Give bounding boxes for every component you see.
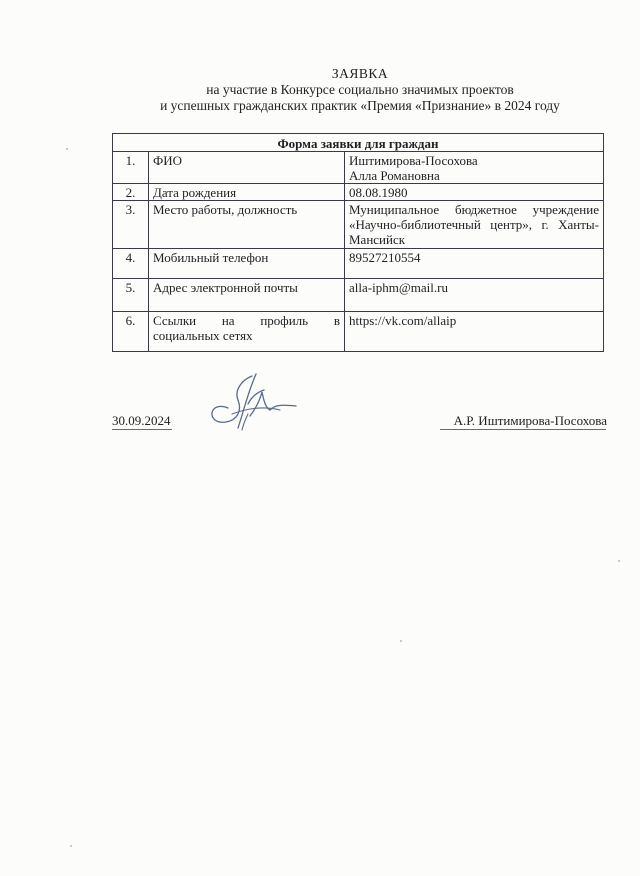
row-number: 4. xyxy=(113,249,149,279)
row-label: Адрес электронной почты xyxy=(149,279,345,312)
row-number: 1. xyxy=(113,152,149,184)
scan-speck xyxy=(618,560,620,562)
date-underline xyxy=(112,429,172,430)
document-heading xyxy=(0,66,640,114)
table-row xyxy=(113,152,604,184)
table-row xyxy=(113,201,604,249)
application-form-table xyxy=(112,133,604,352)
signatory-name: А.Р. Иштимирова-Посохова xyxy=(453,413,607,428)
row-number: 3. xyxy=(113,201,149,249)
value-given-names: Алла Романовна xyxy=(349,168,440,183)
scan-speck xyxy=(400,640,402,642)
signature-date: 30.09.2024 xyxy=(112,413,171,428)
row-value: 08.08.1980 xyxy=(345,184,604,201)
table-row xyxy=(113,279,604,312)
scan-speck xyxy=(66,148,68,150)
row-value: https://vk.com/allaip xyxy=(345,312,604,352)
table-row xyxy=(113,184,604,201)
row-label: Ссылки на профиль в социальных сетях xyxy=(149,312,345,352)
form-caption: Форма заявки для граждан xyxy=(113,134,604,152)
value-surname: Иштимирова-Посохова xyxy=(349,153,478,168)
scan-speck xyxy=(70,845,72,847)
row-label: Дата рождения xyxy=(149,184,345,201)
row-value: Муниципальное бюджетное учреждение «Научно-библиотечный центр», г. Ханты-Мансийск xyxy=(345,201,604,249)
heading-line-2: и успешных гражданских практик «Премия «Признание» в 2024 году xyxy=(160,98,560,113)
heading-line-1: на участие в Конкурсе социально значимых проектов xyxy=(206,82,514,97)
row-number: 6. xyxy=(113,312,149,352)
row-value: alla-iphm@mail.ru xyxy=(345,279,604,312)
row-label: Место работы, должность xyxy=(149,201,345,249)
row-number: 2. xyxy=(113,184,149,201)
table-row xyxy=(113,312,604,352)
name-underline xyxy=(440,429,606,430)
row-number: 5. xyxy=(113,279,149,312)
row-label: Мобильный телефон xyxy=(149,249,345,279)
row-label: ФИО xyxy=(149,152,345,184)
row-value xyxy=(345,152,604,184)
handwritten-signature xyxy=(198,370,298,440)
document-title: ЗАЯВКА xyxy=(331,66,389,81)
row-value: 89527210554 xyxy=(345,249,604,279)
table-row xyxy=(113,249,604,279)
